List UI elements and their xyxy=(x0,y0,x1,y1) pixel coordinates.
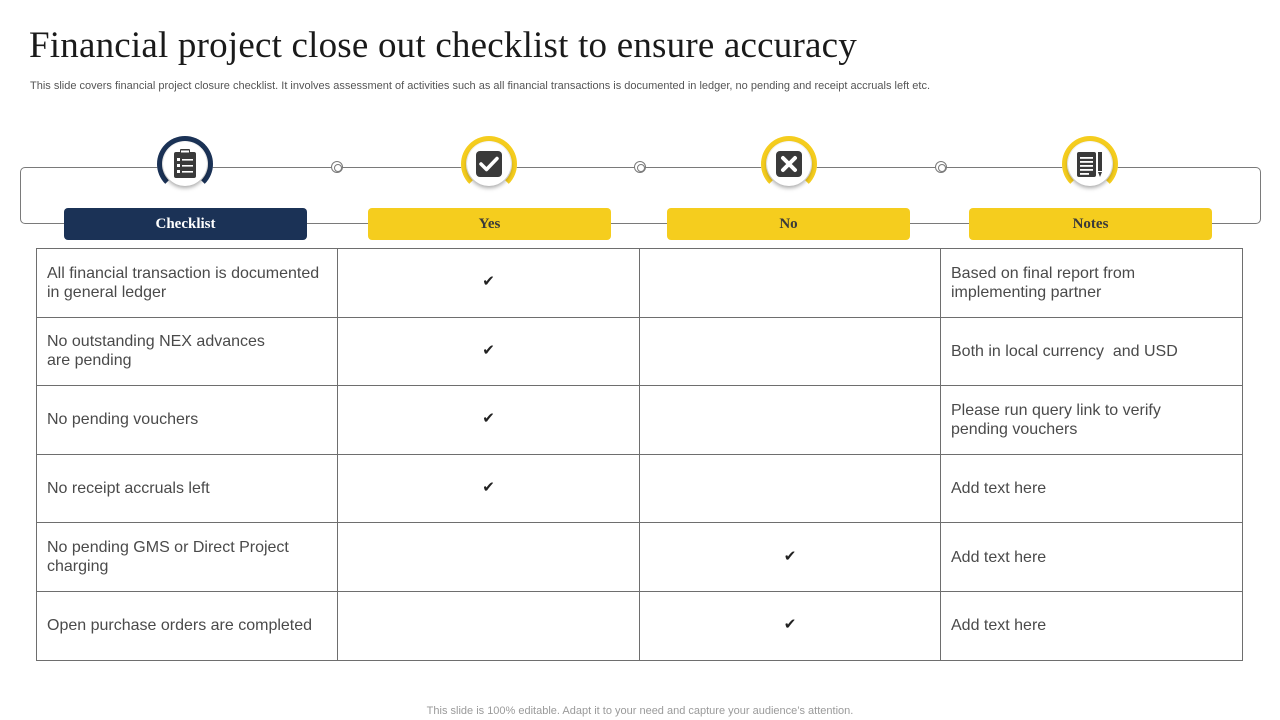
checkbox-cross-icon xyxy=(775,150,803,178)
column-header-yes: Yes xyxy=(368,208,611,240)
yes-cell xyxy=(338,523,640,592)
clipboard-checklist-icon xyxy=(172,149,198,179)
checklist-icon-badge xyxy=(157,136,213,192)
table-row xyxy=(37,523,1243,592)
no-cell xyxy=(640,386,941,455)
yes-cell xyxy=(338,249,640,318)
connector-dot xyxy=(935,161,947,173)
no-cell xyxy=(640,249,941,318)
no-icon-badge xyxy=(761,136,817,192)
check-mark: ✔ xyxy=(783,616,797,634)
note-cell: Please run query link to verify pending vouchers xyxy=(941,386,1243,455)
no-cell xyxy=(640,523,941,592)
check-mark: ✔ xyxy=(482,341,495,359)
check-mark: ✔ xyxy=(482,273,495,291)
connector-dot xyxy=(331,161,343,173)
checklist-item: Open purchase orders are completed xyxy=(37,591,338,660)
check-mark: ✔ xyxy=(482,479,495,497)
checklist-table xyxy=(36,248,1243,661)
column-header-notes: Notes xyxy=(969,208,1212,240)
note-cell: Add text here xyxy=(941,591,1243,660)
check-mark: ✔ xyxy=(783,547,797,565)
table-row xyxy=(37,317,1243,386)
checklist-item: No pending GMS or Direct Project charging xyxy=(37,523,338,592)
yes-cell xyxy=(338,317,640,386)
note-cell: Add text here xyxy=(941,454,1243,523)
yes-icon-badge xyxy=(461,136,517,192)
table-row xyxy=(37,454,1243,523)
column-header-no: No xyxy=(667,208,910,240)
no-cell xyxy=(640,317,941,386)
yes-cell xyxy=(338,454,640,523)
checkbox-checked-icon xyxy=(475,150,503,178)
note-cell: Add text here xyxy=(941,523,1243,592)
notes-icon-badge xyxy=(1062,136,1118,192)
no-cell xyxy=(640,454,941,523)
footer-note: This slide is 100% editable. Adapt it to your need and capture your audience’s attention. xyxy=(426,705,854,717)
table-row xyxy=(37,591,1243,660)
table-row xyxy=(37,249,1243,318)
checklist-item: No pending vouchers xyxy=(37,386,338,455)
yes-cell xyxy=(338,591,640,660)
page-title: Financial project close out checklist to ensure accuracy xyxy=(29,25,857,66)
no-cell xyxy=(640,591,941,660)
table-row xyxy=(37,386,1243,455)
yes-cell xyxy=(338,386,640,455)
checklist-item: No receipt accruals left xyxy=(37,454,338,523)
checklist-item: No outstanding NEX advances are pending xyxy=(37,317,338,386)
check-mark: ✔ xyxy=(482,410,495,428)
note-cell: Based on final report from implementing partner xyxy=(941,249,1243,318)
notepad-pencil-icon xyxy=(1075,149,1105,179)
checklist-item: All financial transaction is documented in general ledger xyxy=(37,249,338,318)
note-cell: Both in local currency and USD xyxy=(941,317,1243,386)
connector-dot xyxy=(634,161,646,173)
page-subtitle: This slide covers financial project closure checklist. It involves assessment of activities such as all financial transactions is documented in ledger, no pending and receipt accruals left etc. xyxy=(30,80,931,92)
column-header-checklist: Checklist xyxy=(64,208,307,240)
